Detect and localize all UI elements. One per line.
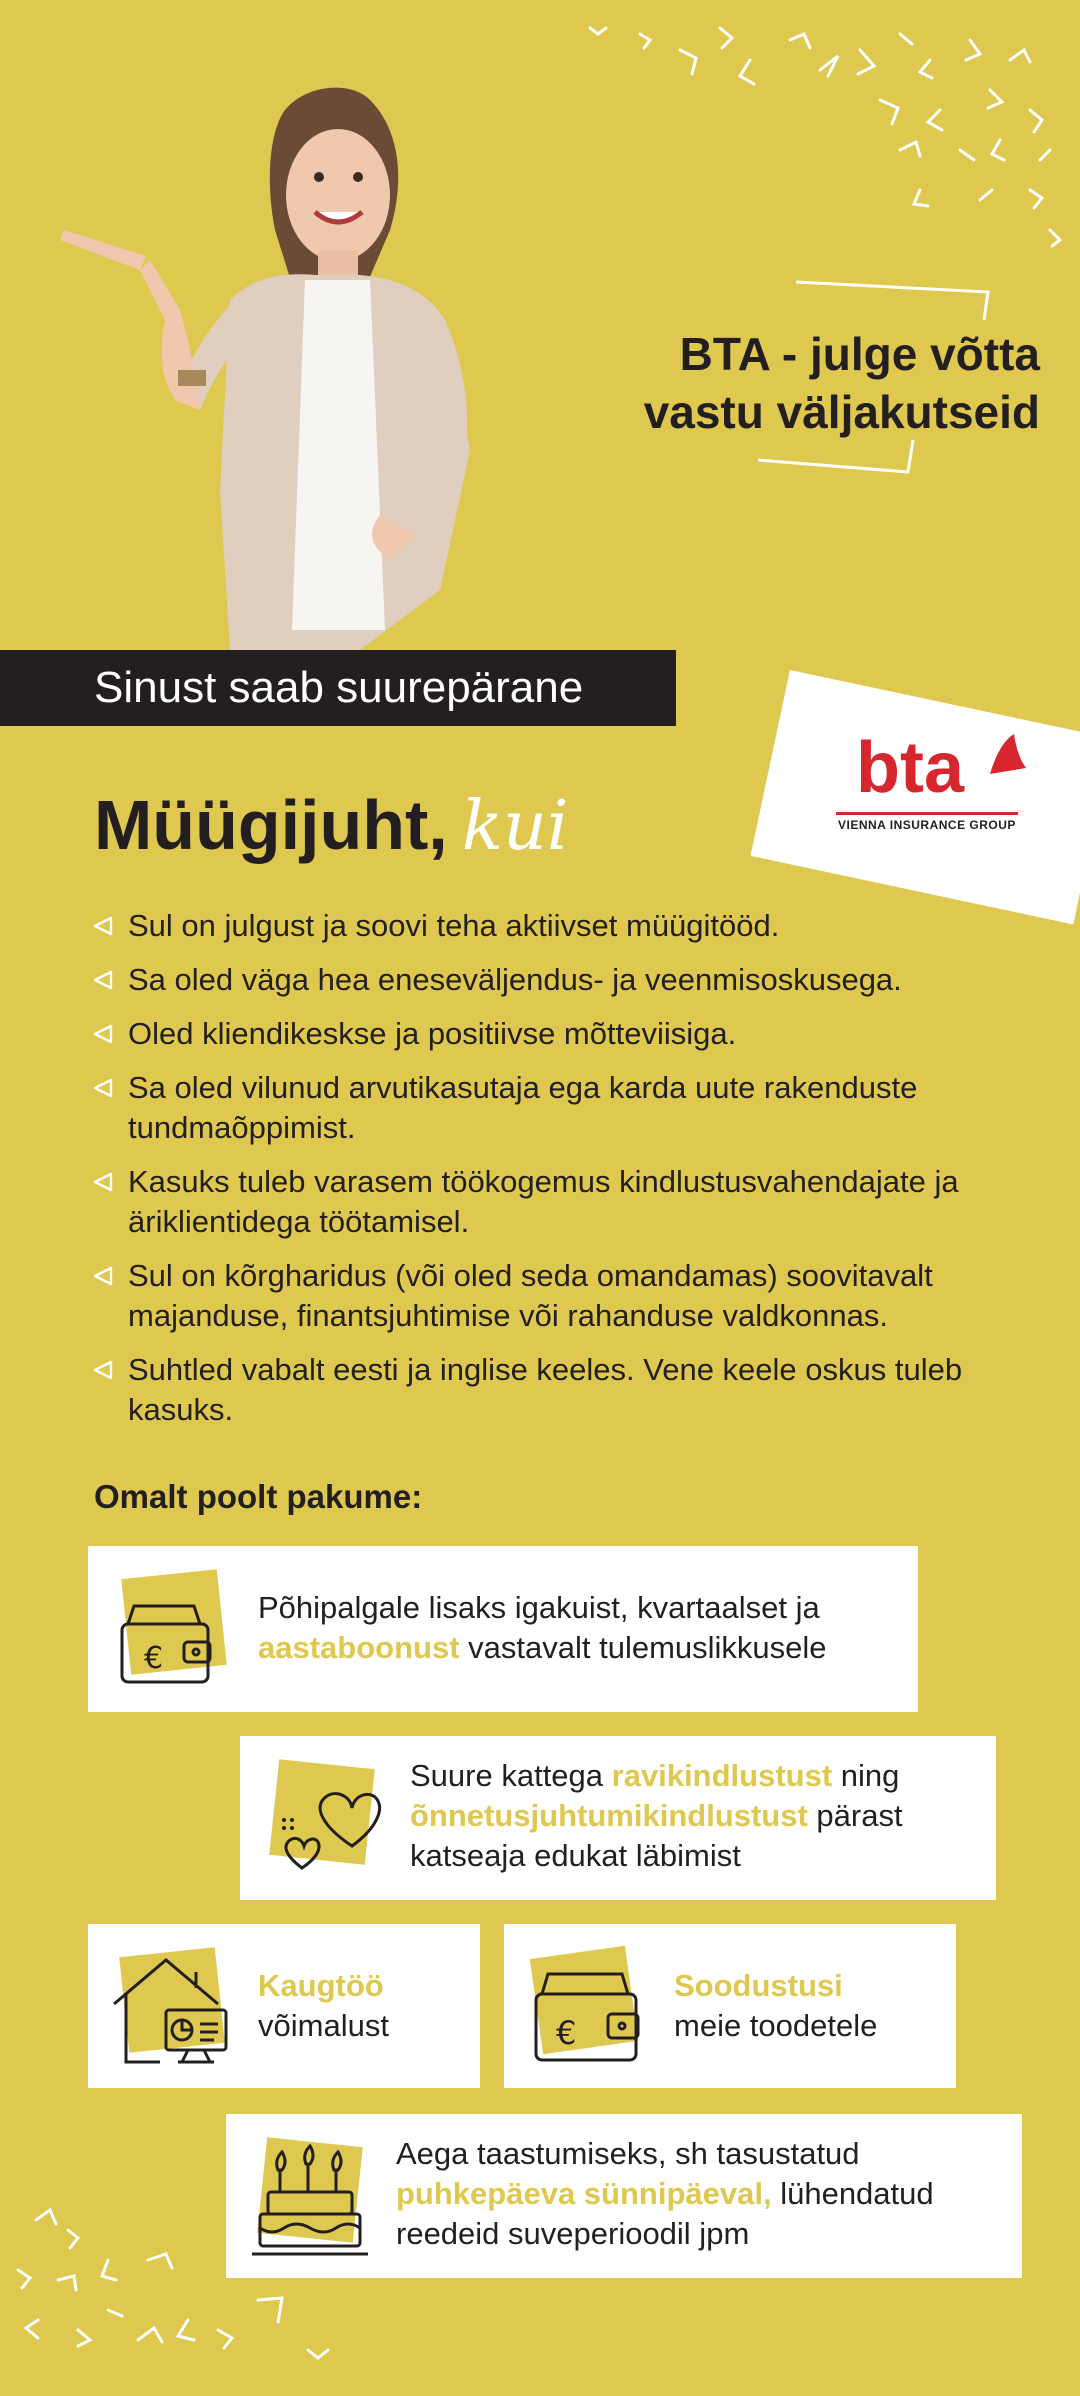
offer-card-bonus [88, 1546, 918, 1712]
requirement-item [94, 906, 1054, 946]
requirement-item [94, 1014, 1054, 1054]
requirements-list [94, 906, 1054, 1444]
offer-remote-highlight: Kaugtöö [258, 1968, 384, 2003]
requirement-text: Sul on julgust ja soovi teha aktiivset müügitööd. [128, 908, 780, 943]
logo-flag-icon [986, 734, 1026, 782]
triangle-bullet-icon [92, 1265, 114, 1287]
requirement-text: Oled kliendikeskse ja positiivse mõtteviisiga. [128, 1016, 737, 1051]
requirement-item [94, 1162, 1054, 1242]
job-title-script: kui [461, 787, 569, 866]
hero-person-photo [60, 70, 620, 650]
triangle-bullet-icon [92, 1077, 114, 1099]
offer-remote-text: võimalust [258, 2008, 389, 2043]
triangle-bullet-icon [92, 1359, 114, 1381]
headline-line-2: vastu väljakutseid [643, 386, 1040, 438]
offer-bonus-text-b: vastavalt tulemuslikkusele [459, 1630, 827, 1665]
requirement-item [94, 1256, 1054, 1336]
intro-banner: Sinust saab suurepärane [0, 650, 676, 726]
offer-discount-text: meie toodetele [674, 2008, 878, 2043]
logo-underline [836, 812, 1018, 815]
offer-rest-text-b: lühendatud [771, 2176, 934, 2211]
job-title [94, 780, 569, 872]
job-title-text: Müügijuht, [94, 786, 448, 864]
offer-card-discount [504, 1924, 956, 2088]
triangle-bullet-icon [92, 915, 114, 937]
requirement-text: Sa oled vilunud arvutikasutaja ega karda uute rakenduste tundmaõppimist. [128, 1070, 918, 1145]
offer-rest-highlight: puhkepäeva sünnipäeval, [396, 2176, 772, 2211]
offer-health-highlight-2: õnnetusjuhtumikindlustust [410, 1798, 808, 1833]
logo-subtitle: VIENNA INSURANCE GROUP [838, 818, 1016, 832]
wallet-icon [114, 1566, 234, 1696]
offer-bonus-text-a: Põhipalgale lisaks igakuist, kvartaalset ja [258, 1590, 820, 1625]
offer-health-text-b: ning [832, 1758, 900, 1793]
headline-line-1: BTA - julge võtta [679, 328, 1040, 380]
heart-icon [262, 1756, 382, 1886]
requirement-text: Sul on kõrgharidus (või oled seda omandamas) soovitavalt majanduse, finantsjuhtimise või rahanduse valdkonnas. [128, 1258, 933, 1333]
offer-health-text-a: Suure kattega [410, 1758, 612, 1793]
offer-card-rest [226, 2114, 1022, 2278]
offer-bonus-highlight: aastaboonust [258, 1630, 460, 1665]
requirement-item [94, 1350, 1054, 1430]
offer-rest-text-a: Aega taastumiseks, sh tasustatud [396, 2136, 860, 2171]
remote-home-icon [110, 1944, 240, 2074]
offers-title: Omalt poolt pakume: [94, 1478, 423, 1515]
decorative-chevrons-bottom [8, 2200, 338, 2380]
triangle-bullet-icon [92, 1171, 114, 1193]
requirement-item [94, 960, 1054, 1000]
svg-text:€: € [556, 2014, 577, 2052]
offer-health-highlight-1: ravikindlustust [611, 1758, 833, 1793]
bta-logo [836, 730, 1036, 850]
requirement-text: Kasuks tuleb varasem töökogemus kindlustusvahendajate ja äriklientidega töötamisel. [128, 1164, 959, 1239]
offer-health-text-c: pärast [807, 1798, 903, 1833]
decorative-chevrons-top [580, 20, 1070, 260]
headline [560, 325, 1040, 441]
triangle-bullet-icon [92, 1023, 114, 1045]
offer-card-health [240, 1736, 996, 1900]
offer-card-remote [88, 1924, 480, 2088]
requirement-text: Suhtled vabalt eesti ja inglise keeles. Vene keele oskus tuleb kasuks. [128, 1352, 963, 1427]
requirement-text: Sa oled väga hea eneseväljendus- ja veenmisoskusega. [128, 962, 902, 997]
discount-wallet-icon [526, 1944, 656, 2074]
logo-wordmark: bta [856, 728, 964, 808]
offer-discount-highlight: Soodustusi [674, 1968, 843, 2003]
requirement-item [94, 1068, 1054, 1148]
offer-health-text-d: katseaja edukat läbimist [410, 1838, 741, 1873]
triangle-bullet-icon [92, 969, 114, 991]
offer-rest-text-c: reedeid suveperioodil jpm [396, 2216, 750, 2251]
svg-text:€: € [144, 1641, 164, 1676]
